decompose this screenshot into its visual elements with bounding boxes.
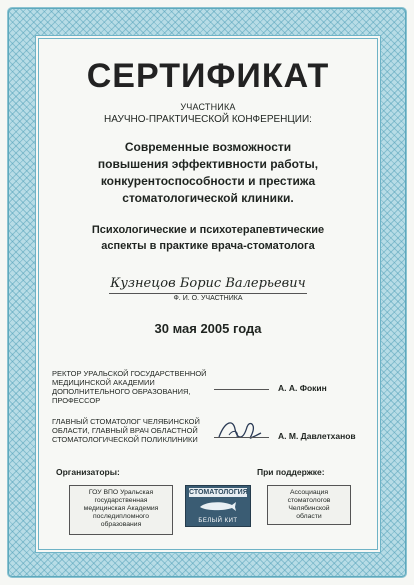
main-topic-line: стоматологической клиники.: [122, 191, 294, 205]
sub-topic-line: аспекты в практике врача-стоматолога: [101, 240, 315, 252]
organizer-line: ГОУ ВПО Уральская: [88, 489, 154, 496]
support-line: Ассоциация: [289, 489, 329, 496]
participant-name: Кузнецов Борис Валерьевич: [110, 276, 306, 291]
organizer-line: медицинская Академия: [83, 505, 159, 512]
position-line: СТОМАТОЛОГИЧЕСКОЙ ПОЛИКЛИНИКИ: [52, 435, 198, 444]
conference-date: 30 мая 2005 года: [154, 321, 262, 336]
name-underline: [109, 293, 307, 294]
signatory-position: [52, 417, 212, 444]
support-line: Челябинской: [288, 505, 330, 512]
position-line: ПРОФЕССОР: [52, 396, 101, 405]
signature-line: [214, 389, 269, 390]
support-line: стоматологов: [287, 497, 331, 504]
signatory-rector: [52, 369, 364, 403]
support-label: При поддержке:: [257, 467, 325, 477]
position-line: РЕКТОР УРАЛЬСКОЙ ГОСУДАРСТВЕННОЙ: [52, 369, 207, 378]
whale-icon: [198, 499, 238, 513]
signature-line: [214, 437, 269, 438]
organizer-box: [69, 485, 173, 535]
conference-label: НАУЧНО-ПРАКТИЧЕСКОЙ КОНФЕРЕНЦИИ:: [104, 114, 312, 125]
signatory-position: [52, 369, 212, 405]
belyi-kit-logo: [185, 485, 251, 527]
main-topic-line: повышения эффективности работы,: [97, 157, 319, 171]
participant-label: УЧАСТНИКА: [180, 102, 236, 112]
main-topic-line: Современные возможности: [124, 140, 292, 154]
organizer-line: последипломного: [92, 513, 150, 520]
name-caption: Ф. И. О. УЧАСТНИКА: [173, 295, 243, 302]
organizer-line: государственная: [94, 497, 148, 504]
handwritten-signature: [215, 415, 265, 445]
support-line: области: [296, 513, 322, 520]
main-topic-line: конкурентоспособности и престижа: [100, 174, 316, 188]
certificate-title: СЕРТИФИКАТ: [86, 57, 330, 95]
organizer-line: образования: [100, 521, 142, 528]
position-line: ГЛАВНЫЙ СТОМАТОЛОГ ЧЕЛЯБИНСКОЙ: [52, 417, 200, 426]
signatory-chief-dentist: [52, 417, 364, 451]
position-line: ДОПОЛНИТЕЛЬНОГО ОБРАЗОВАНИЯ,: [52, 387, 191, 396]
support-box: [267, 485, 351, 525]
signatory-name: А. М. Давлетханов: [278, 431, 356, 441]
organizers-label: Организаторы:: [56, 467, 120, 477]
logo-top-text: СТОМАТОЛОГИЯ: [189, 489, 248, 496]
position-line: ОБЛАСТИ, ГЛАВНЫЙ ВРАЧ ОБЛАСТНОЙ: [52, 426, 198, 435]
sub-topic: [59, 222, 357, 254]
certificate-body: [38, 38, 378, 550]
position-line: МЕДИЦИНСКОЙ АКАДЕМИИ: [52, 378, 155, 387]
main-topic: [59, 139, 357, 207]
signatory-name: А. А. Фокин: [278, 383, 327, 393]
logo-bottom-text: БЕЛЫЙ КИТ: [198, 518, 238, 524]
sub-topic-line: Психологические и психотерапевтические: [91, 224, 325, 236]
